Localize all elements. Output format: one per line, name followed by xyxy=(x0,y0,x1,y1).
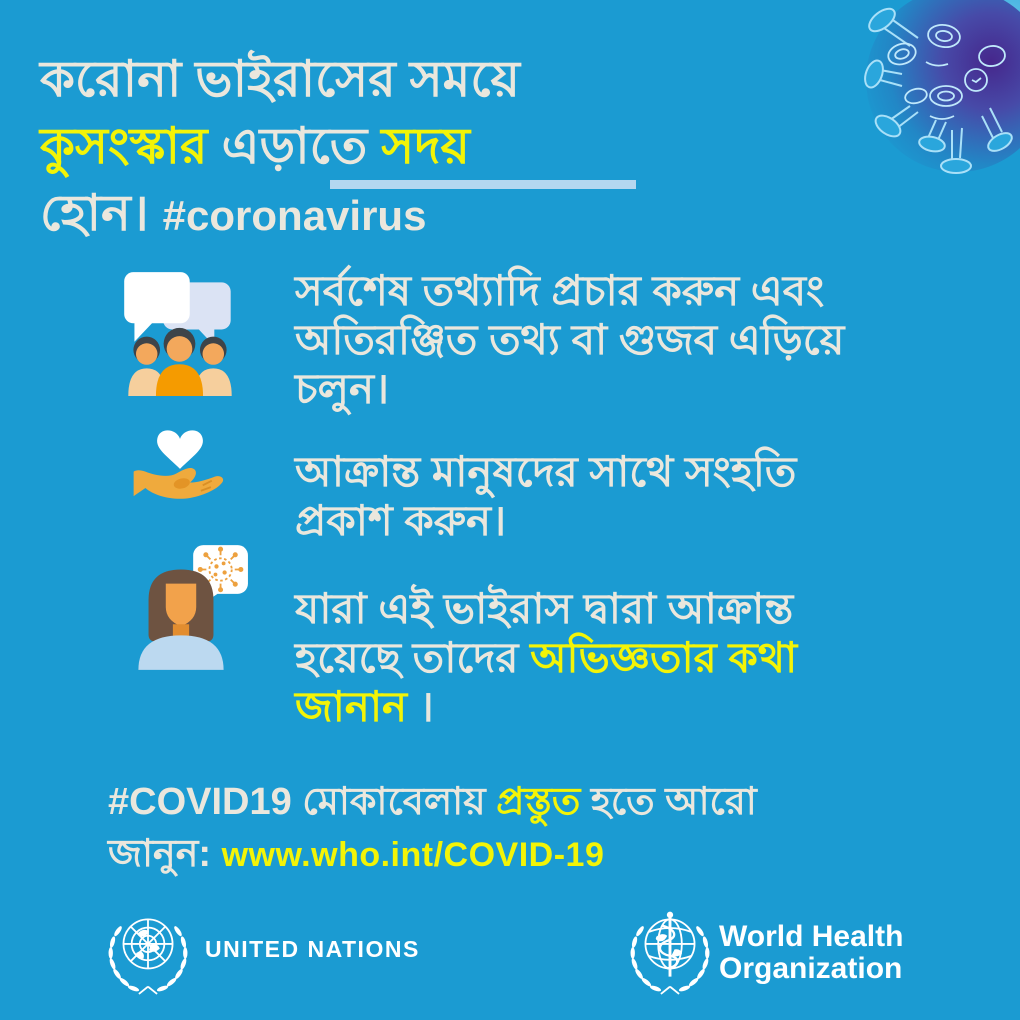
united-nations-emblem-icon xyxy=(98,903,198,1003)
who-covid-url: www.who.int/COVID-19 xyxy=(221,836,605,874)
title-line3-bengali: হোন। xyxy=(40,185,163,241)
tip-1-line-1: সর্বশেষ তথ্যাদি প্রচার করুন এবং xyxy=(295,267,825,314)
title-line-2 xyxy=(40,113,880,180)
footer-line1-end: হতে আরো xyxy=(580,781,757,823)
title-hashtag: #coronavirus xyxy=(162,192,427,239)
tip-2-line-2: প্রকাশ করুন। xyxy=(295,497,507,544)
who-emblem-icon xyxy=(620,903,720,1003)
heart-in-hand-icon xyxy=(130,406,230,510)
tip-3-line2-white: হয়েছে তাদের xyxy=(295,634,531,681)
footer-covid-tag: #COVID19 মোকাবেলায় xyxy=(108,781,497,823)
tip-3-line-1: যারা এই ভাইরাস দ্বারা আক্রান্ত xyxy=(295,585,794,632)
poster-title xyxy=(40,46,880,249)
title-line-1: করোনা ভাইরাসের সময়ে xyxy=(40,51,520,107)
who-label-line-1: World Health xyxy=(719,920,904,953)
tip-1-line-3: চলুন। xyxy=(295,365,390,412)
title-line-3 xyxy=(40,180,880,249)
footer-line-2 xyxy=(108,828,757,881)
tip-1-line-2: অতিরঞ্জিত তথ্য বা গুজব এড়িয়ে xyxy=(295,316,845,363)
tip-3-line3-highlight: জানান xyxy=(295,683,408,730)
people-speech-bubbles-icon xyxy=(116,268,244,396)
footer-line-1 xyxy=(108,776,757,828)
title-line2-highlight-2: সদয় xyxy=(381,118,470,174)
tip-2-line-1: আক্রান্ত মানুষদের সাথে সংহতি xyxy=(295,448,797,495)
title-line2-highlight-1: কুসংস্কার xyxy=(40,118,208,174)
highlight-artifact xyxy=(330,180,636,189)
who-label-line-2: Organization xyxy=(719,952,903,985)
footer-highlight: প্রস্তুত xyxy=(496,781,581,823)
tip-3-line3-white: । xyxy=(407,683,434,730)
title-line2-white: এড়াতে xyxy=(207,118,382,174)
footer-know-more-label: জানুন: xyxy=(108,833,222,875)
who-label xyxy=(719,921,903,985)
woman-virus-speech-icon xyxy=(110,543,252,670)
tip-3-line-3 xyxy=(295,682,797,731)
tip-3-text xyxy=(295,584,797,731)
tip-3-line2-highlight: অভিজ্ঞতার কথা xyxy=(530,634,798,681)
tip-3-line-2 xyxy=(295,633,797,682)
tip-2-text xyxy=(295,447,796,545)
tip-1-text xyxy=(295,266,844,413)
footer-cta xyxy=(108,776,757,881)
united-nations-label: UNITED NATIONS xyxy=(205,936,420,962)
